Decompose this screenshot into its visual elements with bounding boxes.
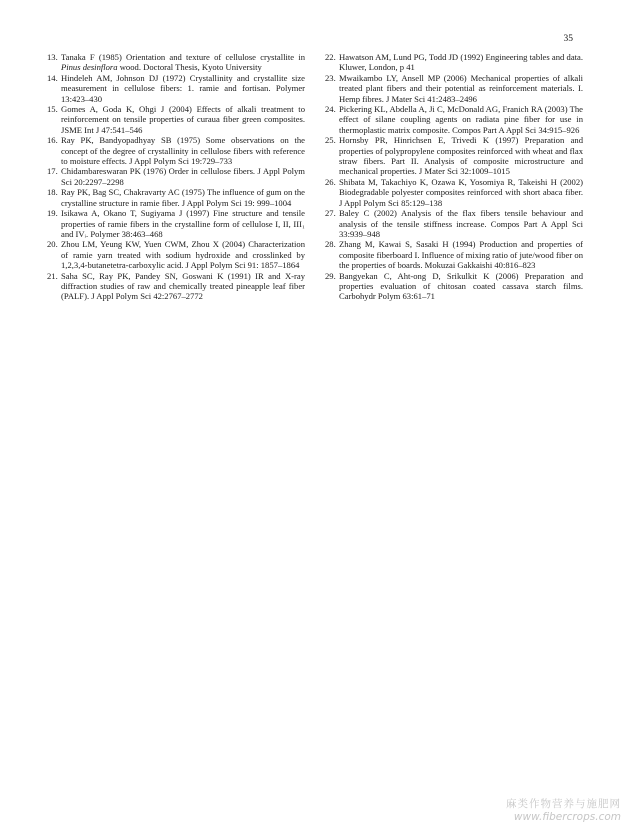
- reference-item: [325, 104, 583, 135]
- reference-text: Bangyekan C, Aht-ong D, Srikulkit K (2006) Preparation and properties evaluation of chitosan coated cassava starch films. Carbohydr Polym 63:61–71: [339, 270, 583, 302]
- reference-item: [47, 135, 305, 166]
- reference-number: 28.: [325, 239, 336, 250]
- reference-text: Gomes A, Goda K, Ohgi J (2004) Effects of alkali treatment to reinforcement on tensile properties of curaua fiber green composites. JSME Int J 47:541–546: [61, 104, 305, 135]
- reference-text: Mwaikambo LY, Ansell MP (2006) Mechanical properties of alkali treated plant fibers and their potential as reinforcement materials. I. Hemp fibres. J Mater Sci 41:2483–2496: [339, 72, 583, 104]
- reference-item: [325, 271, 583, 302]
- reference-number: 22.: [325, 52, 336, 62]
- reference-number: 25.: [325, 135, 336, 146]
- species-name: Pinus desinflora: [61, 62, 118, 73]
- reference-number: 26.: [325, 176, 336, 187]
- reference-number: 27.: [325, 208, 336, 219]
- reference-item: [47, 187, 305, 208]
- reference-item: [47, 208, 305, 239]
- reference-text: Pickering KL, Abdella A, Ji C, McDonald AG, Franich RA (2003) The effect of silane coupling agents on radiata pine fiber for use in thermoplastic matrix composite. Compos Part A Appl Sci 34:915–926: [339, 104, 583, 135]
- reference-item: [47, 166, 305, 187]
- reference-text: Chidambareswaran PK (1976) Order in cellulose fibers. J Appl Polym Sci 20:2297–2298: [61, 166, 305, 187]
- reference-column-right: [325, 52, 583, 302]
- reference-item: [325, 135, 583, 177]
- reference-text: Ray PK, Bag SC, Chakravarty AC (1975) The influence of gum on the crystalline structure in ramie fiber. J Appl Polym Sci 19: 999–1004: [61, 187, 305, 208]
- reference-text: Tanaka F (1985) Orientation and texture of cellulose crystallite in Pinus desinflora wood. Doctoral Thesis, Kyoto University: [61, 52, 305, 73]
- watermark-site-name: 麻类作物营养与施肥网: [506, 798, 621, 810]
- reference-number: 23.: [325, 72, 336, 83]
- reference-number: 15.: [47, 104, 58, 115]
- reference-item: [47, 52, 305, 73]
- reference-text: Baley C (2002) Analysis of the flax fibers tensile behaviour and analysis of the tensile stiffness increase. Compos Part A Appl Sci 33:939–948: [339, 208, 583, 239]
- reference-text: Ray PK, Bandyopadhyay SB (1975) Some observations on the concept of the degree of crystallinity in cellulose fibers with reference to moisture effects. J Appl Polym Sci 19:729–733: [61, 135, 305, 167]
- reference-item: [325, 52, 583, 73]
- reference-item: [47, 271, 305, 302]
- reference-item: [325, 208, 583, 239]
- reference-number: 20.: [47, 239, 58, 250]
- page-number: 35: [563, 34, 573, 44]
- reference-number: 18.: [47, 187, 58, 198]
- reference-text: Isikawa A, Okano T, Sugiyama J (1997) Fine structure and tensile properties of ramie fibers in the crystalline form of cellulose I, II, III₁ and IVᵢ. Polymer 38:463–468: [61, 208, 305, 239]
- reference-text: Shibata M, Takachiyo K, Ozawa K, Yosomiya R, Takeishi H (2002) Biodegradable polyester composites reinforced with short abaca fiber. J Appl Polym Sci 85:129–138: [339, 176, 583, 208]
- reference-text: Hawatson AM, Lund PG, Todd JD (1992) Engineering tables and data. Kluwer, London, p 41: [339, 52, 583, 73]
- reference-number: 29.: [325, 270, 336, 281]
- reference-column-left: [47, 52, 305, 302]
- reference-text: Saha SC, Ray PK, Pandey SN, Goswani K (1991) IR and X-ray diffraction studies of raw and chemically treated pineapple leaf fiber (PALF). J Appl Polym Sci 42:2767–2772: [61, 270, 305, 302]
- reference-number: 19.: [47, 208, 58, 219]
- watermark-url: www.fibercrops.com: [513, 811, 621, 823]
- reference-text: Zhang M, Kawai S, Sasaki H (1994) Production and properties of composite fiberboard I. Influence of mixing ratio of jute/wood fiber on the properties of boards. Mokuzai Gakkaishi 40:816–823: [339, 239, 583, 271]
- reference-number: 21.: [47, 270, 58, 281]
- reference-number: 16.: [47, 135, 58, 146]
- reference-text: Hindeleh AM, Johnson DJ (1972) Crystallinity and crystallite size measurement in cellulose fibers: 1. ramie and fortisan. Polymer 13:423–430: [61, 72, 305, 104]
- reference-number: 24.: [325, 104, 336, 115]
- reference-item: [325, 177, 583, 208]
- reference-item: [325, 239, 583, 270]
- reference-number: 13.: [47, 52, 58, 62]
- reference-list: [47, 52, 583, 302]
- reference-number: 14.: [47, 72, 58, 83]
- reference-number: 17.: [47, 166, 58, 177]
- reference-item: [325, 73, 583, 104]
- watermark: [506, 798, 621, 824]
- reference-item: [47, 104, 305, 135]
- reference-item: [47, 73, 305, 104]
- reference-text: Hornsby PR, Hinrichsen E, Trivedi K (1997) Preparation and properties of polypropylene composites reinforced with wheat and flax straw fibers. Part II. Analysis of composite microstructure and mechanical properties. J Mater Sci 32:1009–1015: [339, 135, 583, 177]
- reference-text: Zhou LM, Yeung KW, Yuen CWM, Zhou X (2004) Characterization of ramie yarn treated with sodium hydroxide and crosslinked by 1,2,3,4-butanetetra-carboxylic acid. J Appl Polym Sci 91: 1857–1864: [61, 239, 305, 271]
- reference-item: [47, 239, 305, 270]
